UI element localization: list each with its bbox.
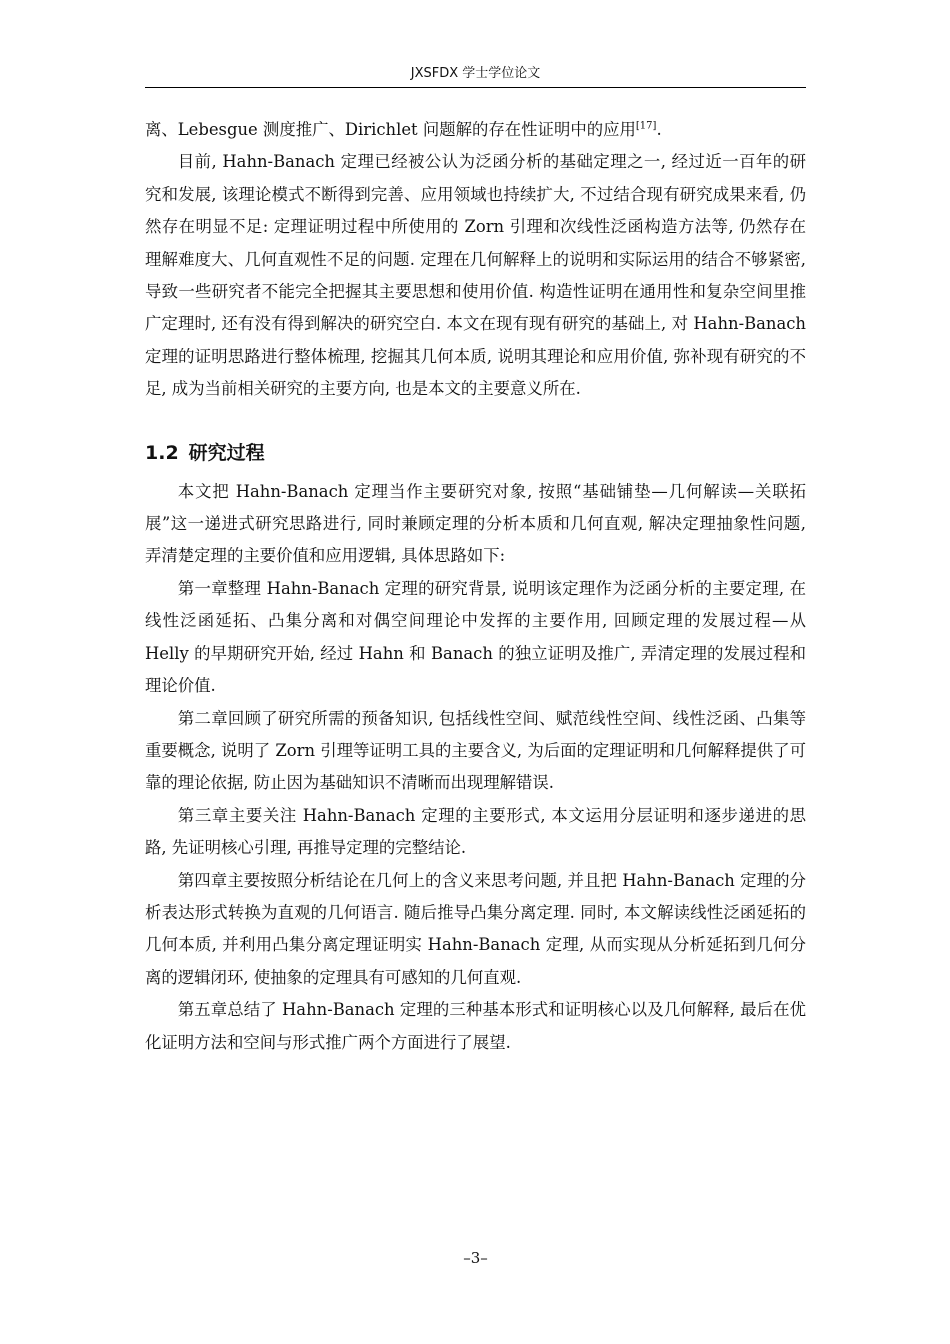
section-number: 1.2: [145, 441, 179, 464]
paragraph-chapter-3: 第三章主要关注 Hahn-Banach 定理的主要形式, 本文运用分层证明和逐步递进的思路, 先证明核心引理, 再推导定理的完整结论.: [145, 805, 806, 858]
paragraph-significance: 目前, Hahn-Banach 定理已经被公认为泛函分析的基础定理之一, 经过近一百年的研究和发展, 该理论模式不断得到完善、应用领域也持续扩大, 不过结合现有研究成果来看, 仍然存在明显不足: 定理证明过程中所使用的 Zorn 引理和次线性泛函构造方法等, 仍然存在理解难度大、几何直观性不足的问题. 定理在几何解释上的说明和实际运用的结合不够紧密, 导致一些研究者不能完全把握其主要思想和使用价值. 构造性证明在通用性和复杂空间里推广定理时, 还有没有得到解决的研究空白. 本文在现有现有研究的基础上, 对 Hahn-Banach 定理的证明思路进行整体梳理, 挖掘其几何本质, 说明其理论和应用价值, 弥补现有研究的不足, 成为当前相关研究的主要方向, 也是本文的主要意义所在.: [145, 152, 806, 399]
paragraph-chapter-1: 第一章整理 Hahn-Banach 定理的研究背景, 说明该定理作为泛函分析的主要定理, 在线性泛函延拓、凸集分离和对偶空间理论中发挥的主要作用, 回顾定理的发展过程—从 Helly 的早期研究开始, 经过 Hahn 和 Banach 的独立证明及推广, 弄清定理的发展过程和理论价值.: [145, 578, 806, 696]
section-heading: [145, 436, 806, 470]
paragraph-chapter-5: 第五章总结了 Hahn-Banach 定理的三种基本形式和证明核心以及几何解释, 最后在优化证明方法和空间与形式推广两个方面进行了展望.: [145, 1000, 806, 1052]
page-number: –3–: [463, 1249, 488, 1267]
paragraph-chapter-4: 第四章主要按照分析结论在几何上的含义来思考问题, 并且把 Hahn-Banach 定理的分析表达形式转换为直观的几何语言. 随后推导凸集分离定理. 同时, 本文解读线性泛函延拓的几何本质, 并利用凸集分离定理证明实 Hahn-Banach 定理, 从而实现从分析延拓到几何分离的逻辑闭环, 使抽象的定理具有可感知的几何直观.: [145, 870, 806, 987]
paragraph-chapter-2: 第二章回顾了研究所需的预备知识, 包括线性空间、赋范线性空间、线性泛函、凸集等重要概念, 说明了 Zorn 引理等证明工具的主要含义, 为后面的定理证明和几何解释提供了可靠的理论依据, 防止因为基础知识不清晰而出现理解错误.: [145, 708, 806, 793]
section-title: 研究过程: [188, 441, 265, 464]
header-rule: [145, 87, 806, 88]
running-header: JXSFDX 学士学位论文: [410, 66, 541, 81]
paragraph-end: .: [656, 120, 662, 139]
citation-reference[interactable]: [17]: [635, 120, 657, 132]
paragraph-text: 离、Lebesgue 测度推广、Dirichlet 问题解的存在性证明中的应用: [145, 120, 636, 139]
paragraph-research-approach: 本文把 Hahn-Banach 定理当作主要研究对象, 按照“基础铺垫—几何解读—关联拓展”这一递进式研究思路进行, 同时兼顾定理的分析本质和几何直观, 解决定理抽象性问题, 弄清楚定理的主要价值和应用逻辑, 具体思路如下:: [145, 481, 806, 566]
page-body: [145, 114, 806, 1059]
paragraph-continuation: [145, 114, 806, 146]
